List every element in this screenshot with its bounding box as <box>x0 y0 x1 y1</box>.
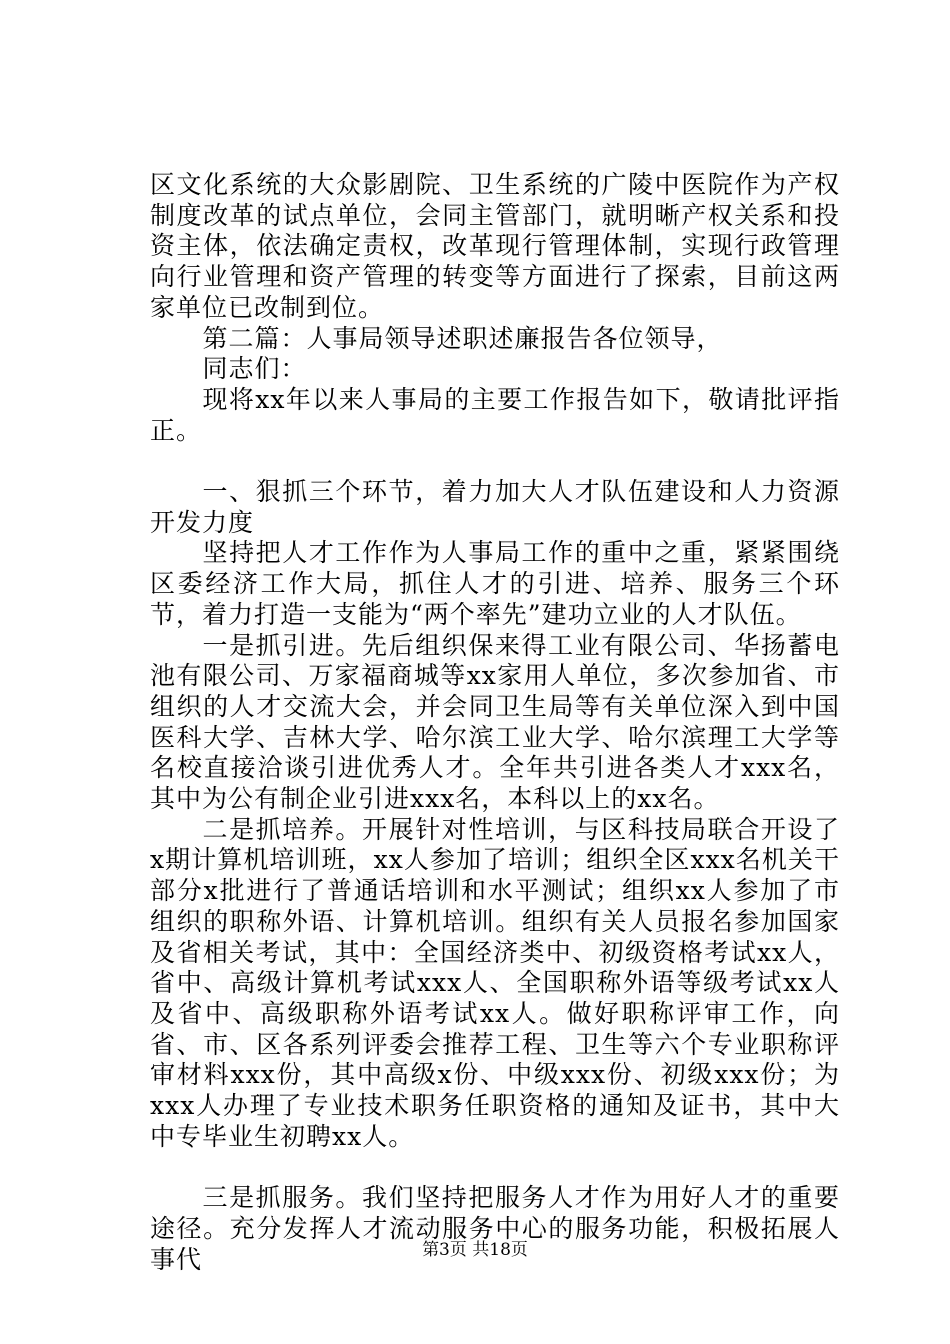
paragraph-training: 二是抓培养。开展针对性培训，与区科技局联合开设了x期计算机培训班，xx人参加了培训；组织全区xxx名机关干部分x批进行了普通话培训和水平测试；组织xx人参加了市组织的职称外语、计算机培训。组织有关人员报名参加国家及省相关考试，其中：全国经济类中、初级资格考试xx人，省中、高级计算机考试xxx人、全国职称外语等级考试xx人及省中、高级职称外语考试xx人。做好职称评审工作，向省、市、区各系列评委会推荐工程、卫生等六个专业职称评审材料xxx份，其中高级x份、中级xxx份、初级xxx份；为xxx人办理了专业技术职务任职资格的通知及证书，其中大中专毕业生初聘xx人。 <box>150 814 840 1151</box>
paragraph-salutation: 同志们： <box>202 354 307 384</box>
paragraph-recruitment: 一是抓引进。先后组织保来得工业有限公司、华扬蓄电池有限公司、万家福商城等xx家用人单位，多次参加省、市组织的人才交流大会，并会同卫生局等有关单位深入到中国医科大学、吉林大学、哈尔滨工业大学、哈尔滨理工大学等名校直接洽谈引进优秀人才。全年共引进各类人才xxx名，其中为公有制企业引进xxx名，本科以上的xx名。 <box>150 630 840 814</box>
section-heading: 一、狠抓三个环节，着力加大人才队伍建设和人力资源开发力度 <box>150 477 840 537</box>
paragraph-service: 三是抓服务。我们坚持把服务人才作为用好人才的重要途径。充分发挥人才流动服务中心的服务功能，积极拓展人事代 <box>150 1183 840 1274</box>
paragraph-intro: 现将xx年以来人事局的主要工作报告如下，敬请批评指正。 <box>150 384 840 445</box>
paragraph-talent-work: 坚持把人才工作作为人事局工作的重中之重，紧紧围绕区委经济工作大局，抓住人才的引进、培养、服务三个环节，着力打造一支能为“两个率先”建功立业的人才队伍。 <box>150 538 840 629</box>
page-footer: 第3页 共18页 <box>422 1240 528 1260</box>
paragraph-chapter-title: 第二篇：人事局领导述职述廉报告各位领导， <box>202 323 723 353</box>
document-body <box>150 170 840 1275</box>
paragraph-continuation: 区文化系统的大众影剧院、卫生系统的广陵中医院作为产权制度改革的试点单位，会同主管部门，就明晰产权关系和投资主体，依法确定责权，改革现行管理体制，实现行政管理向行业管理和资产管理的转变等方面进行了探索，目前这两家单位已改制到位。 <box>150 170 840 322</box>
